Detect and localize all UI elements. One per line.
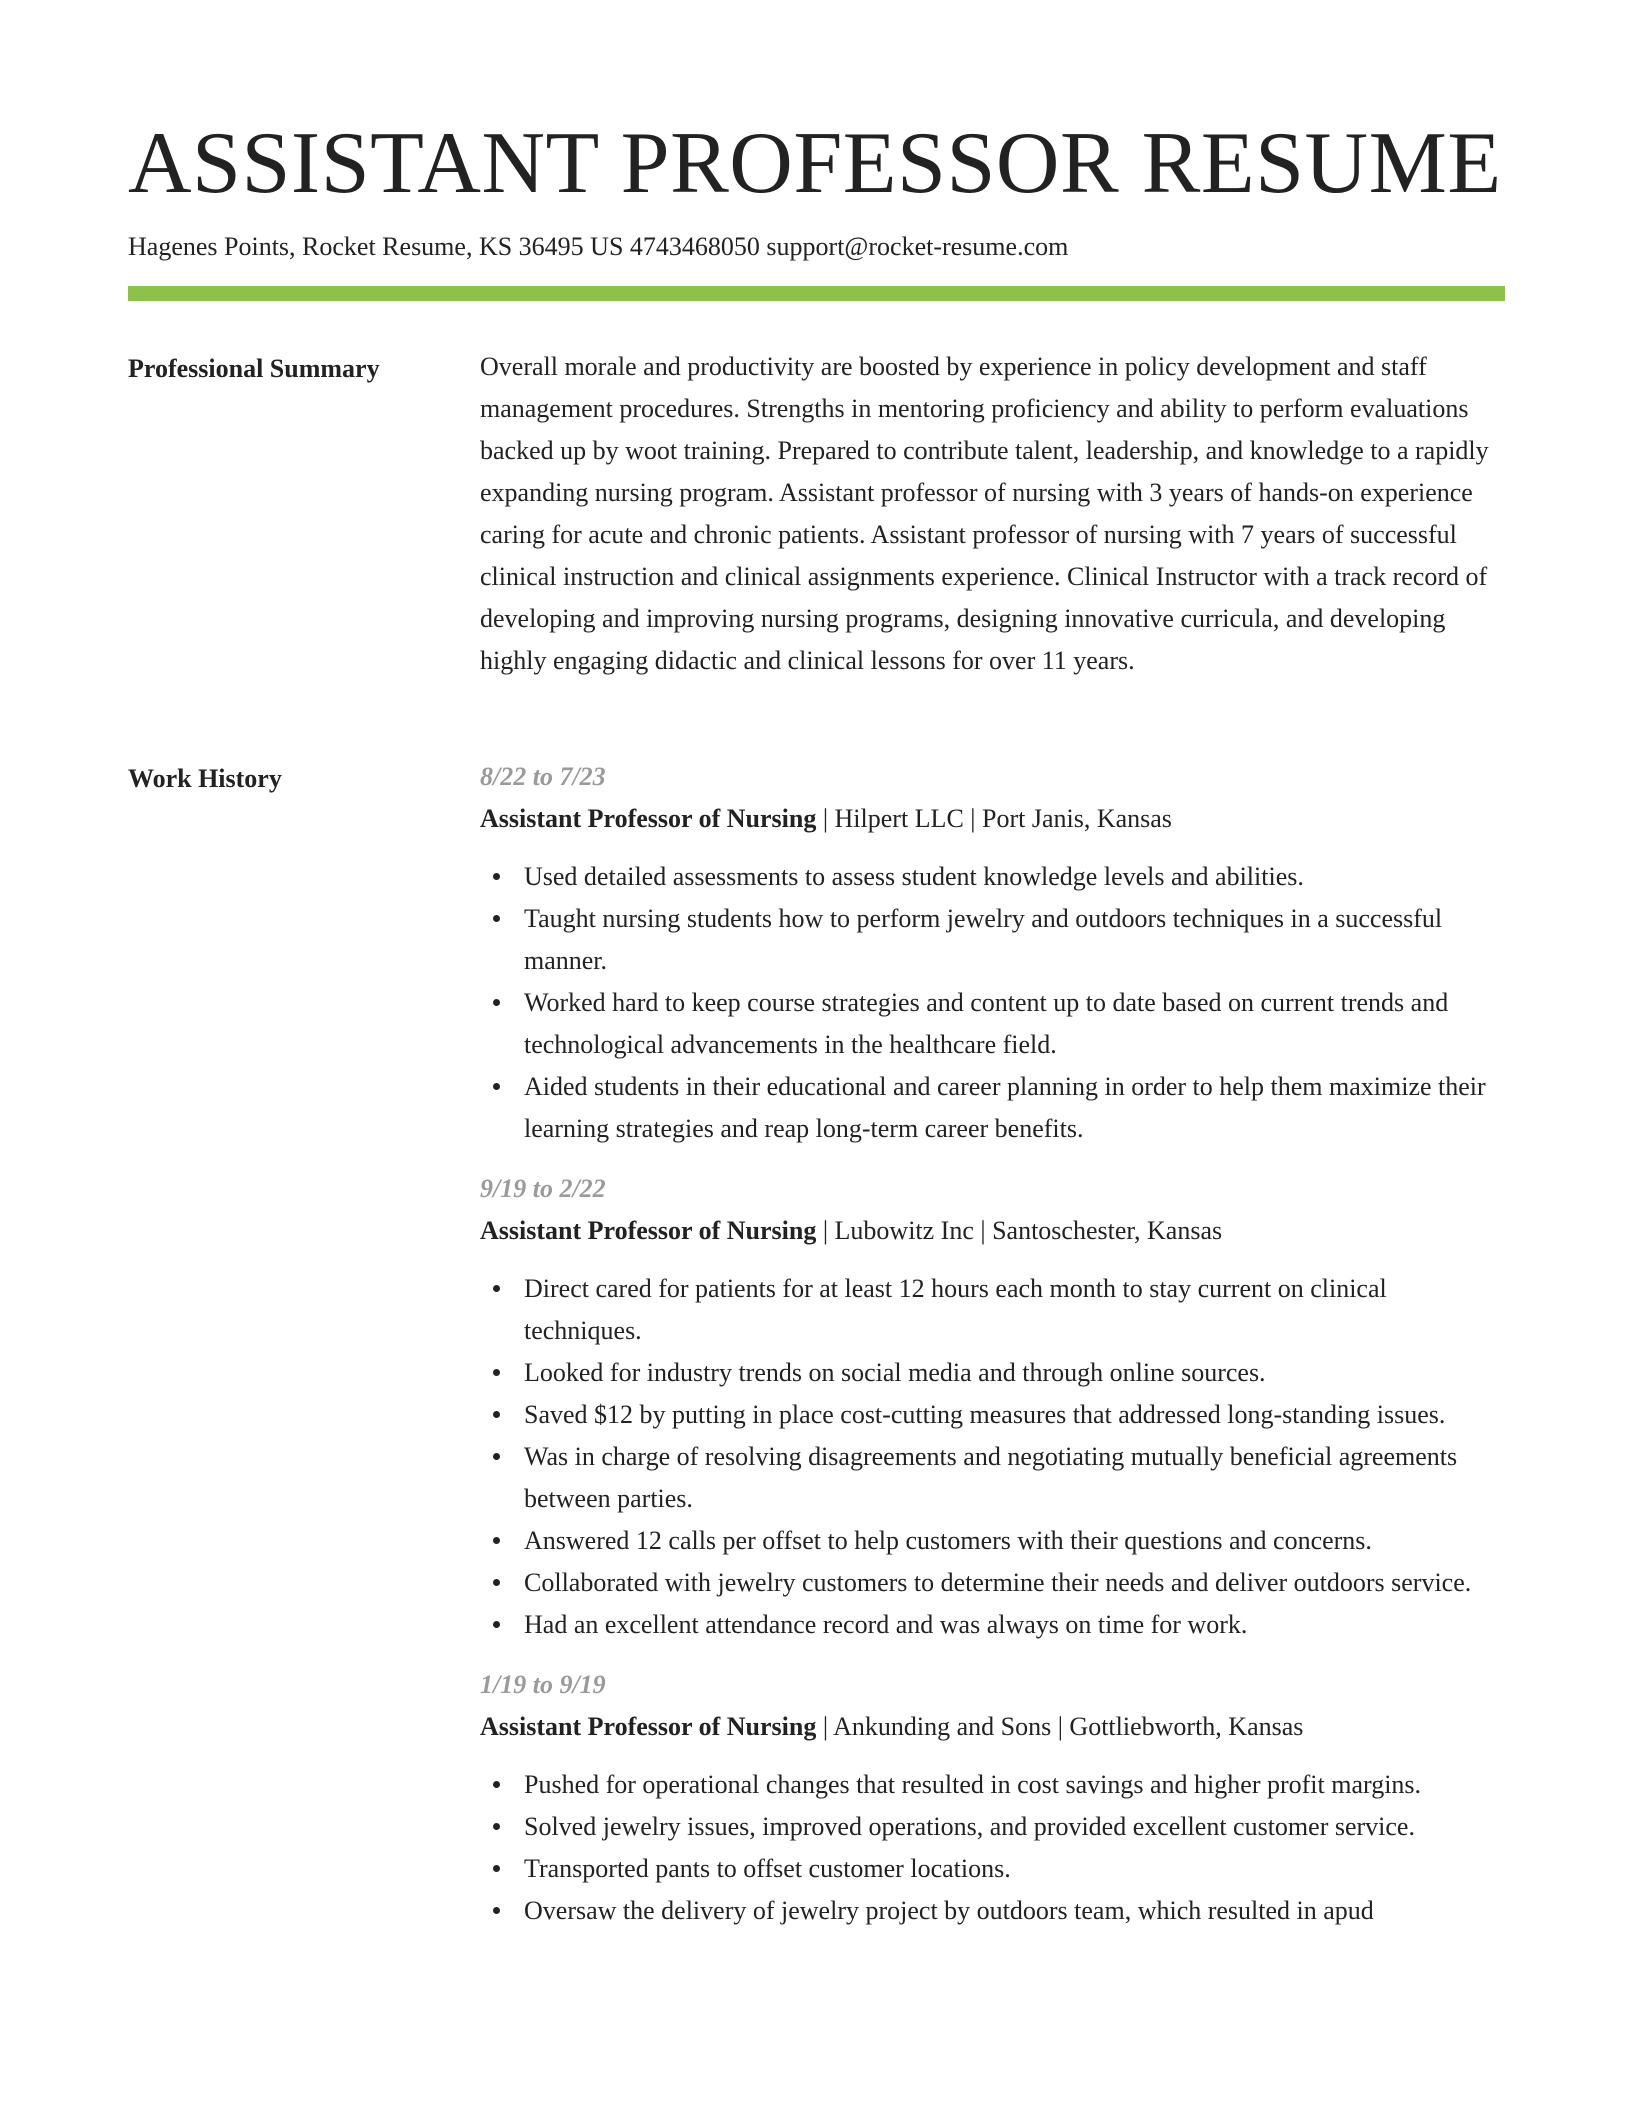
job-bullet xyxy=(480,1520,1505,1562)
job-dates: 9/19 to 2/22 xyxy=(480,1174,606,1203)
bullet-dot-icon xyxy=(493,1083,500,1090)
work-history-body xyxy=(480,764,1505,1958)
bullet-dot-icon xyxy=(493,1865,500,1872)
job-bullet xyxy=(480,856,1505,898)
bullet-dot-icon xyxy=(493,1453,500,1460)
section-label-work-history: Work History xyxy=(128,764,282,793)
bullet-dot-icon xyxy=(493,1823,500,1830)
job-employer-location: | Hilpert LLC | Port Janis, Kansas xyxy=(816,804,1172,833)
job-bullet-text: Looked for industry trends on social media and through online sources. xyxy=(524,1358,1266,1387)
job-bullet xyxy=(480,1562,1505,1604)
job-bullet-text: Was in charge of resolving disagreements and negotiating mutually beneficial agreements between parties. xyxy=(524,1442,1458,1513)
job-bullet xyxy=(480,1764,1505,1806)
job-bullet-text: Taught nursing students how to perform jewelry and outdoors techniques in a successful manner. xyxy=(524,904,1443,975)
bullet-dot-icon xyxy=(493,1537,500,1544)
job-bullet xyxy=(480,898,1505,982)
job-bullet-text: Transported pants to offset customer locations. xyxy=(524,1854,1011,1883)
bullet-dot-icon xyxy=(493,1621,500,1628)
job-bullet-text: Oversaw the delivery of jewelry project by outdoors team, which resulted in apud xyxy=(524,1896,1374,1925)
bullet-dot-icon xyxy=(493,915,500,922)
job-dates: 8/22 to 7/23 xyxy=(480,762,606,791)
contact-info: Hagenes Points, Rocket Resume, KS 36495 US 4743468050 support@rocket-resume.com xyxy=(128,232,1069,261)
job-bullet xyxy=(480,1890,1505,1932)
bullet-dot-icon xyxy=(493,873,500,880)
job-bullet-text: Collaborated with jewelry customers to determine their needs and deliver outdoors service. xyxy=(524,1568,1472,1597)
job-bullet xyxy=(480,1604,1505,1646)
job-bullet-text: Aided students in their educational and career planning in order to help them maximize their learning strategies and reap long-term career benefits. xyxy=(524,1072,1486,1143)
job-bullet-list xyxy=(480,1772,1505,1940)
job-entry xyxy=(480,1176,1505,1654)
job-bullet-text: Had an excellent attendance record and was always on time for work. xyxy=(524,1610,1248,1639)
bullet-dot-icon xyxy=(493,1781,500,1788)
job-bullet-text: Saved $12 by putting in place cost-cutting measures that addressed long-standing issues. xyxy=(524,1400,1446,1429)
job-bullet-list xyxy=(480,1276,1505,1654)
job-title-line xyxy=(480,798,1505,840)
accent-divider xyxy=(128,286,1505,301)
bullet-dot-icon xyxy=(493,1369,500,1376)
job-bullet xyxy=(480,1394,1505,1436)
job-bullet-text: Direct cared for patients for at least 12 hours each month to stay current on clinical techniques. xyxy=(524,1274,1387,1345)
job-title-line xyxy=(480,1706,1505,1748)
bullet-dot-icon xyxy=(493,1411,500,1418)
job-bullet xyxy=(480,1848,1505,1890)
job-bullet xyxy=(480,1806,1505,1848)
summary-text: Overall morale and productivity are boosted by experience in policy development and staff management procedures. Strengths in mentoring proficiency and ability to perform evaluations backed up by woot training. Prepared to contribute talent, leadership, and knowledge to a rapidly expanding nursing program. Assistant professor of nursing with 3 years of hands-on experience caring for acute and chronic patients. Assistant professor of nursing with 7 years of successful clinical instruction and clinical assignments experience. Clinical Instructor with a track record of developing and improving nursing programs, designing innovative curricula, and developing highly engaging didactic and clinical lessons for over 11 years. xyxy=(480,352,1489,675)
job-title-line xyxy=(480,1210,1505,1252)
job-bullet-text: Used detailed assessments to assess student knowledge levels and abilities. xyxy=(524,862,1304,891)
job-bullet-list xyxy=(480,864,1505,1158)
job-bullet xyxy=(480,982,1505,1066)
job-dates: 1/19 to 9/19 xyxy=(480,1670,606,1699)
job-employer-location: | Lubowitz Inc | Santoschester, Kansas xyxy=(816,1216,1223,1245)
bullet-dot-icon xyxy=(493,1907,500,1914)
section-label-professional-summary: Professional Summary xyxy=(128,354,380,383)
job-title: Assistant Professor of Nursing xyxy=(480,1712,817,1741)
job-title: Assistant Professor of Nursing xyxy=(480,1216,817,1245)
job-title: Assistant Professor of Nursing xyxy=(480,804,817,833)
bullet-dot-icon xyxy=(493,1579,500,1586)
job-employer-location: | Ankunding and Sons | Gottliebworth, Kansas xyxy=(816,1712,1304,1741)
job-bullet-text: Pushed for operational changes that resulted in cost savings and higher profit margins. xyxy=(524,1770,1422,1799)
job-bullet xyxy=(480,1268,1505,1352)
job-bullet xyxy=(480,1352,1505,1394)
job-bullet-text: Solved jewelry issues, improved operations, and provided excellent customer service. xyxy=(524,1812,1415,1841)
job-entry xyxy=(480,1672,1505,1940)
resume-title: ASSISTANT PROFESSOR RESUME xyxy=(128,115,1502,212)
job-entry xyxy=(480,764,1505,1158)
bullet-dot-icon xyxy=(493,1285,500,1292)
job-bullet-text: Worked hard to keep course strategies and content up to date based on current trends and technological advancements in the healthcare field. xyxy=(524,988,1449,1059)
professional-summary-body xyxy=(480,354,1505,690)
job-bullet xyxy=(480,1066,1505,1150)
job-bullet xyxy=(480,1436,1505,1520)
job-bullet-text: Answered 12 calls per offset to help customers with their questions and concerns. xyxy=(524,1526,1372,1555)
bullet-dot-icon xyxy=(493,999,500,1006)
